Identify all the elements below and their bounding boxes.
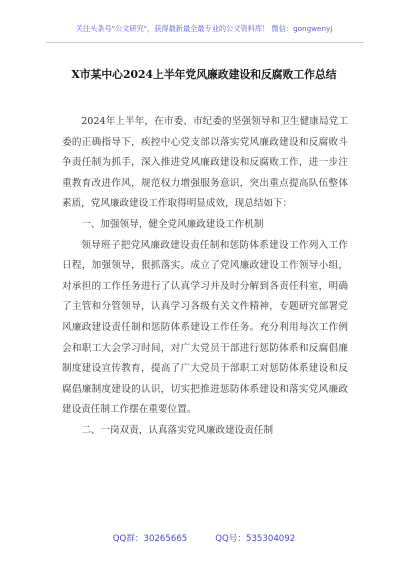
footer-qq-number: QQ号：535304092 [215, 534, 296, 544]
section-1-paragraph: 领导班子把党风廉政建设责任制和惩防体系建设工作列入工作日程，加强领导，狠抓落实。成立了党风廉政建设工作领导小组，对承担的工作任务进行了认真学习并及时分解到各责任科室，明确了主管和分管领导，认真学习各级有关文件精神，专题研究部署党风廉政建设责任制和惩防体系建设工作任务。充分利用每次工作例会和职工大会学习时间，对广大党员干部进行惩防体系和反腐倡廉制度建设宣传教育，提高了广大党员干部职工对惩防体系建设和反腐倡廉制度建设的认识，切实把推进惩防体系建设和落实党风廉政建设责任制工作摆在重要位置。 [62, 239, 348, 416]
section-1-heading: 一、加强领导，健全党风廉政建设工作机制 [81, 218, 264, 230]
document-body [62, 112, 348, 442]
intro-paragraph: 2024年上半年，在市委、市纪委的坚强领导和卫生健康局党工委的正确指导下，疾控中心党支部以落实党风廉政建设和反腐败斗争责任制为抓手，深入推进党风廉政建设和反腐败工作，进一步注重教育改进作风，规范权力增强服务意识，突出重点提高队伍整体素质，党风廉政建设工作取得明显成效，现总结如下： [62, 116, 348, 210]
footer-qq-group: QQ群：30265665 [112, 534, 188, 544]
footer-contact [0, 532, 408, 544]
header-promo-note: 关注头条号"公文研究"，获得最新最全最专业的公文资料库！ 微信：gongwenyj [75, 24, 333, 33]
section-2-heading: 二、一岗双责，认真落实党风廉政建设责任制 [81, 424, 274, 436]
header-divider [46, 42, 364, 43]
document-title: X市某中心2024上半年党风廉政建设和反腐败工作总结 [71, 68, 337, 81]
